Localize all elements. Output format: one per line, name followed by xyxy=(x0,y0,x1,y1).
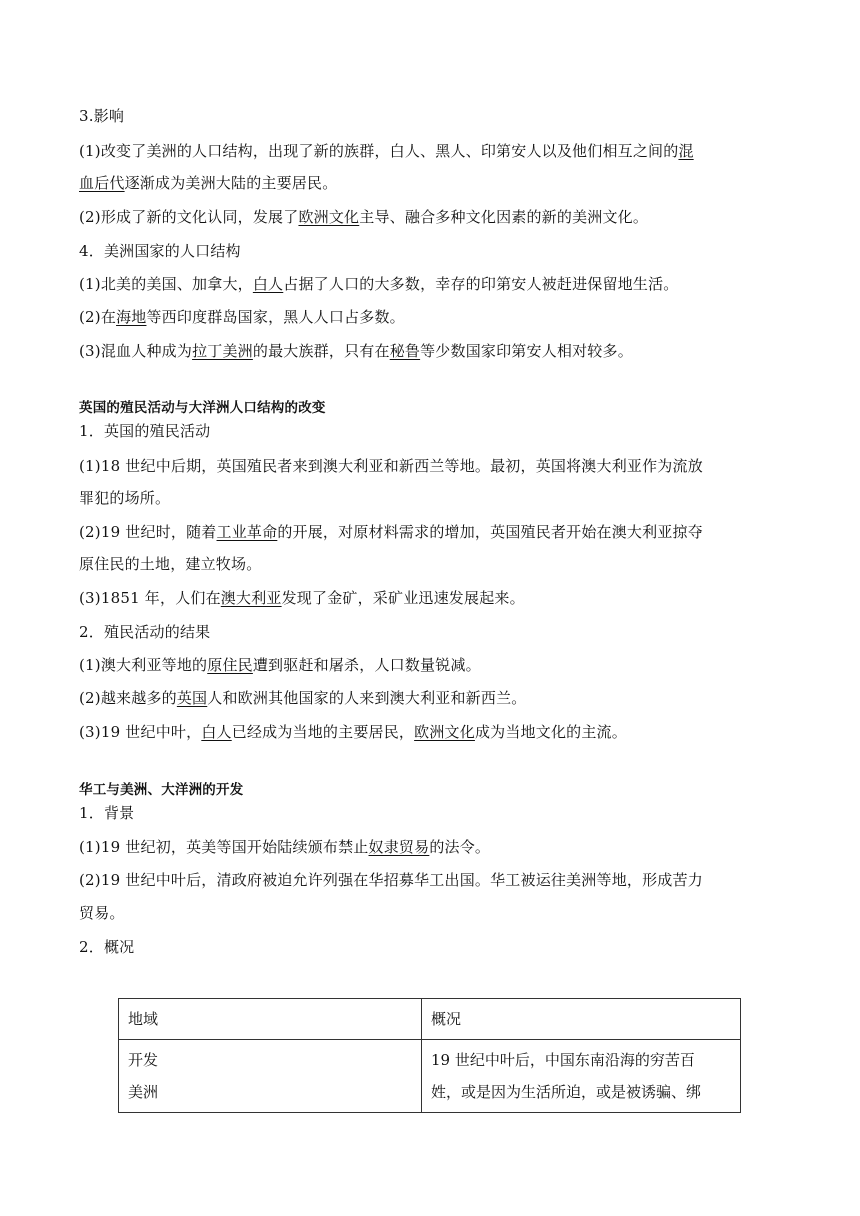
cell-line: 姓，或是因为生活所迫，或是被诱骗、绑 xyxy=(431,1083,702,1101)
impact-p1-underline-a: 混 xyxy=(678,142,694,160)
britain-title-text: 1．英国的殖民活动 xyxy=(79,422,211,440)
britain-p2-text-c: 原住民的土地，建立牧场。 xyxy=(79,555,262,573)
overview-title xyxy=(79,937,791,957)
table-header-overview: 概况 xyxy=(422,999,741,1040)
britain-title xyxy=(79,421,791,441)
background-p1 xyxy=(79,837,791,857)
britain-p3-text-a: (3)1851 年，人们在 xyxy=(79,589,221,607)
structure-p3-underline-a: 拉丁美洲 xyxy=(192,342,253,360)
structure-p1-text-a: (1)北美的美国、加拿大， xyxy=(79,275,253,293)
structure-p3 xyxy=(79,341,791,361)
structure-p3-text-c: 等少数国家印第安人相对较多。 xyxy=(420,342,633,360)
result-p1-text-a: (1)澳大利亚等地的 xyxy=(79,656,208,674)
structure-title xyxy=(79,241,791,261)
structure-p1-underline: 白人 xyxy=(252,275,284,293)
table-row xyxy=(119,1040,741,1113)
impact-p1-text-a: (1)改变了美洲的人口结构，出现了新的族群，白人、黑人、印第安人以及他们相互之间的 xyxy=(79,142,679,160)
heading-chinese xyxy=(79,780,791,800)
background-p1-text-a: (1)19 世纪初，英美等国开始陆续颁布禁止 xyxy=(79,838,369,856)
structure-p3-text-a: (3)混血人种成为 xyxy=(79,342,193,360)
britain-p1-line1 xyxy=(79,456,791,476)
britain-p3-text-b: 发现了金矿，采矿业迅速发展起来。 xyxy=(281,589,525,607)
impact-p1-line2 xyxy=(79,173,791,193)
background-p2-line2 xyxy=(79,903,791,923)
table-header-row xyxy=(119,999,741,1040)
result-p3-underline-a: 白人 xyxy=(201,723,232,741)
cell-line: 19 世纪中叶后，中国东南沿海的穷苦百 xyxy=(431,1051,695,1069)
britain-p1-text-b: 罪犯的场所。 xyxy=(79,489,171,507)
structure-p3-text-b: 的最大族群，只有在 xyxy=(252,342,390,360)
background-title xyxy=(79,803,791,823)
result-title-text: 2．殖民活动的结果 xyxy=(79,623,211,641)
britain-p2-underline: 工业革命 xyxy=(216,523,278,541)
heading-chinese-text: 华工与美洲、大洋洲的开发 xyxy=(79,782,244,798)
structure-title-text: 4．美洲国家的人口结构 xyxy=(79,242,241,260)
cell-line: 开发 xyxy=(128,1051,159,1069)
result-p3-underline-b: 欧洲文化 xyxy=(414,723,475,741)
background-p1-text-b: 的法令。 xyxy=(429,838,491,856)
result-p2 xyxy=(79,688,791,708)
table-cell-overview xyxy=(422,1040,741,1113)
structure-p1-text-b: 占据了人口的大多数，幸存的印第安人被赶进保留地生活。 xyxy=(283,275,679,293)
structure-p2-underline: 海地 xyxy=(116,308,147,326)
background-p1-underline: 奴隶贸易 xyxy=(368,838,430,856)
result-p3-text-a: (3)19 世纪中叶， xyxy=(79,723,202,741)
britain-p1-line2 xyxy=(79,488,791,508)
background-p2-line1 xyxy=(79,870,791,890)
britain-p2-line2 xyxy=(79,554,791,574)
result-p1-underline: 原住民 xyxy=(207,656,253,674)
result-title xyxy=(79,622,791,642)
heading-britain-text: 英国的殖民活动与大洋洲人口结构的改变 xyxy=(79,400,326,416)
background-p2-text-b: 贸易。 xyxy=(79,904,125,922)
structure-p2 xyxy=(79,307,791,327)
cell-line: 美洲 xyxy=(128,1083,159,1101)
impact-p2-text-a: (2)形成了新的文化认同，发展了 xyxy=(79,208,299,226)
impact-p2-text-b: 主导、融合多种文化因素的新的美洲文化。 xyxy=(359,208,649,226)
result-p2-underline: 英国 xyxy=(176,689,208,707)
impact-p1-line1 xyxy=(79,141,791,161)
britain-p1-text-a: (1)18 世纪中后期，英国殖民者来到澳大利亚和新西兰等地。最初，英国将澳大利亚作为流放 xyxy=(79,457,703,475)
result-p2-text-b: 人和欧洲其他国家的人来到澳大利亚和新西兰。 xyxy=(207,689,527,707)
overview-title-text: 2．概况 xyxy=(79,938,135,956)
britain-p3 xyxy=(79,588,791,608)
result-p1-text-b: 遭到驱赶和屠杀，人口数量锐减。 xyxy=(252,656,481,674)
result-p3 xyxy=(79,722,791,742)
structure-p2-text-a: (2)在 xyxy=(79,308,117,326)
structure-p3-underline-b: 秘鲁 xyxy=(389,342,421,360)
background-p2-text-a: (2)19 世纪中叶后，清政府被迫允许列强在华招募华工出国。华工被运往美洲等地，形成苦力 xyxy=(79,871,703,889)
result-p1 xyxy=(79,655,791,675)
impact-title xyxy=(79,106,791,126)
impact-p1-text-c: 逐渐成为美洲大陆的主要居民。 xyxy=(124,174,338,192)
structure-p1 xyxy=(79,274,791,294)
result-p2-text-a: (2)越来越多的 xyxy=(79,689,177,707)
result-p3-text-b: 已经成为当地的主要居民， xyxy=(231,723,415,741)
heading-britain xyxy=(79,398,791,418)
britain-p3-underline: 澳大利亚 xyxy=(220,589,282,607)
impact-title-text: 3.影响 xyxy=(79,107,125,125)
result-p3-text-c: 成为当地文化的主流。 xyxy=(474,723,627,741)
structure-p2-text-b: 等西印度群岛国家，黑人人口占多数。 xyxy=(146,308,405,326)
britain-p2-text-a: (2)19 世纪时，随着 xyxy=(79,523,217,541)
impact-p1-underline-b: 血后代 xyxy=(79,174,125,192)
table-cell-region xyxy=(119,1040,422,1113)
impact-p2 xyxy=(79,207,791,227)
table-header-region: 地域 xyxy=(119,999,422,1040)
britain-p2-text-b: 的开展，对原材料需求的增加，英国殖民者开始在澳大利亚掠夺 xyxy=(277,523,703,541)
overview-table xyxy=(118,998,741,1113)
impact-p2-underline: 欧洲文化 xyxy=(298,208,360,226)
britain-p2-line1 xyxy=(79,522,791,542)
background-title-text: 1．背景 xyxy=(79,804,135,822)
